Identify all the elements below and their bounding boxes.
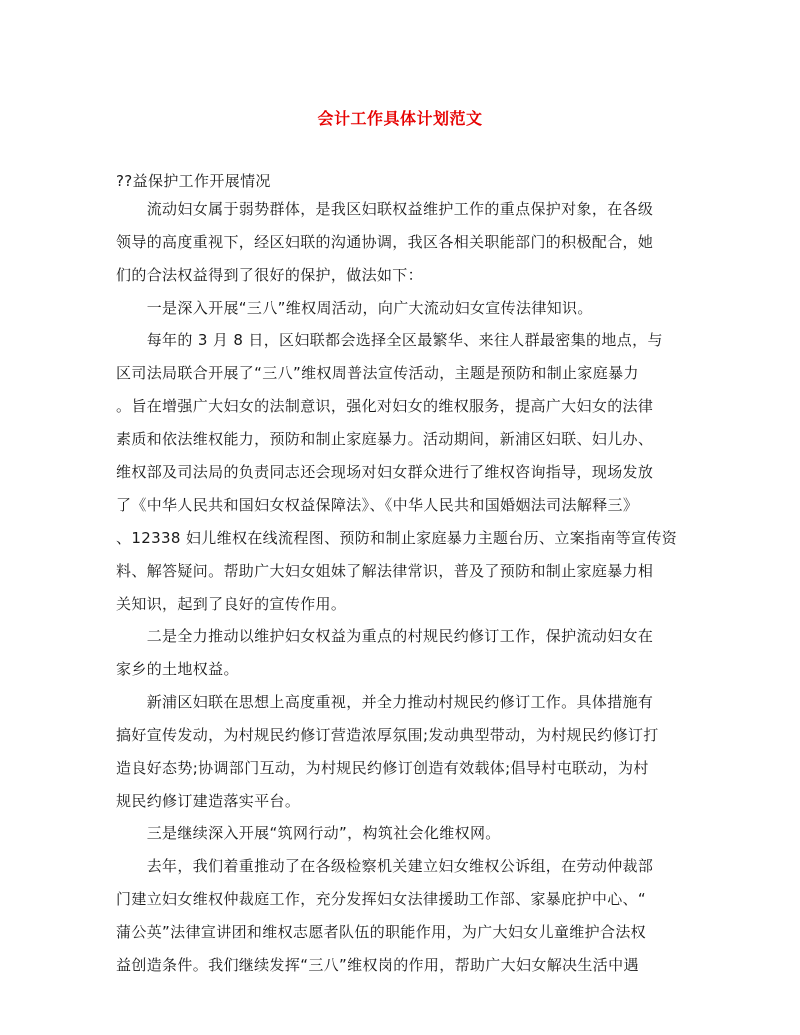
paragraph-line: 流动妇女属于弱势群体，是我区妇联权益维护工作的重点保护对象，在各级 bbox=[116, 200, 654, 218]
paragraph-line: 。旨在增强广大妇女的法制意识，强化对妇女的维权服务，提高广大妇女的法律 bbox=[116, 397, 654, 415]
paragraph-line: 新浦区妇联在思想上高度重视，并全力推动村规民约修订工作。具体措施有 bbox=[116, 693, 654, 711]
paragraph-line: 每年的 3 月 8 日，区妇联都会选择全区最繁华、来往人群最密集的地点，与 bbox=[116, 331, 663, 349]
paragraph-line: 搞好宣传发动，为村规民约修订营造浓厚氛围;发动典型带动，为村规民约修订打 bbox=[116, 726, 659, 744]
point-heading: 一是深入开展“三八”维权周活动，向广大流动妇女宣传法律知识。 bbox=[116, 299, 593, 317]
paragraph-line: 去年，我们着重推动了在各级检察机关建立妇女维权公诉组，在劳动仲裁部 bbox=[116, 857, 654, 875]
paragraph-line: 了《中华人民共和国妇女权益保障法》、《中华人民共和国婚姻法司法解释三》 bbox=[116, 496, 639, 514]
paragraph-line: 规民约修订建造落实平台。 bbox=[116, 792, 301, 810]
paragraph-line: 家乡的土地权益。 bbox=[116, 660, 239, 678]
point-heading: 二是全力推动以维护妇女权益为重点的村规民约修订工作，保护流动妇女在 bbox=[116, 627, 654, 645]
paragraph-line: 区司法局联合开展了“三八”维权周普法宣传活动，主题是预防和制止家庭暴力 bbox=[116, 364, 639, 382]
paragraph-line: 造良好态势;协调部门互动，为村规民约修订创造有效载体;倡导村屯联动，为村 bbox=[116, 759, 649, 777]
paragraph-line: 领导的高度重视下，经区妇联的沟通协调，我区各相关职能部门的积极配合，她 bbox=[116, 233, 654, 251]
point-heading: 三是继续深入开展“筑网行动”，构筑社会化维权网。 bbox=[116, 824, 501, 842]
paragraph-line: 们的合法权益得到了很好的保护，做法如下： bbox=[116, 266, 424, 284]
paragraph-line: 益创造条件。我们继续发挥“三八”维权岗的作用，帮助广大妇女解决生活中遇 bbox=[116, 956, 639, 974]
paragraph-line: 料、解答疑问。帮助广大妇女姐妹了解法律常识，普及了预防和制止家庭暴力相 bbox=[116, 562, 654, 580]
section-heading: ??益保护工作开展情况 bbox=[116, 172, 271, 190]
paragraph-line: 蒲公英”法律宣讲团和维权志愿者队伍的职能作用，为广大妇女儿童维护合法权 bbox=[116, 923, 647, 941]
document-title: 会计工作具体计划范文 bbox=[317, 109, 483, 128]
paragraph-line: 维权部及司法局的负责同志还会现场对妇女群众进行了维权咨询指导，现场发放 bbox=[116, 463, 654, 481]
paragraph-line: 关知识，起到了良好的宣传作用。 bbox=[116, 595, 347, 613]
paragraph-line: 、12338 妇儿维权在线流程图、预防和制止家庭暴力主题台历、立案指南等宣传资 bbox=[116, 529, 678, 547]
paragraph-line: 素质和依法维权能力，预防和制止家庭暴力。活动期间，新浦区妇联、妇儿办、 bbox=[116, 430, 654, 448]
paragraph-line: 门建立妇女维权仲裁庭工作，充分发挥妇女法律援助工作部、家暴庇护中心、“ bbox=[116, 890, 647, 908]
